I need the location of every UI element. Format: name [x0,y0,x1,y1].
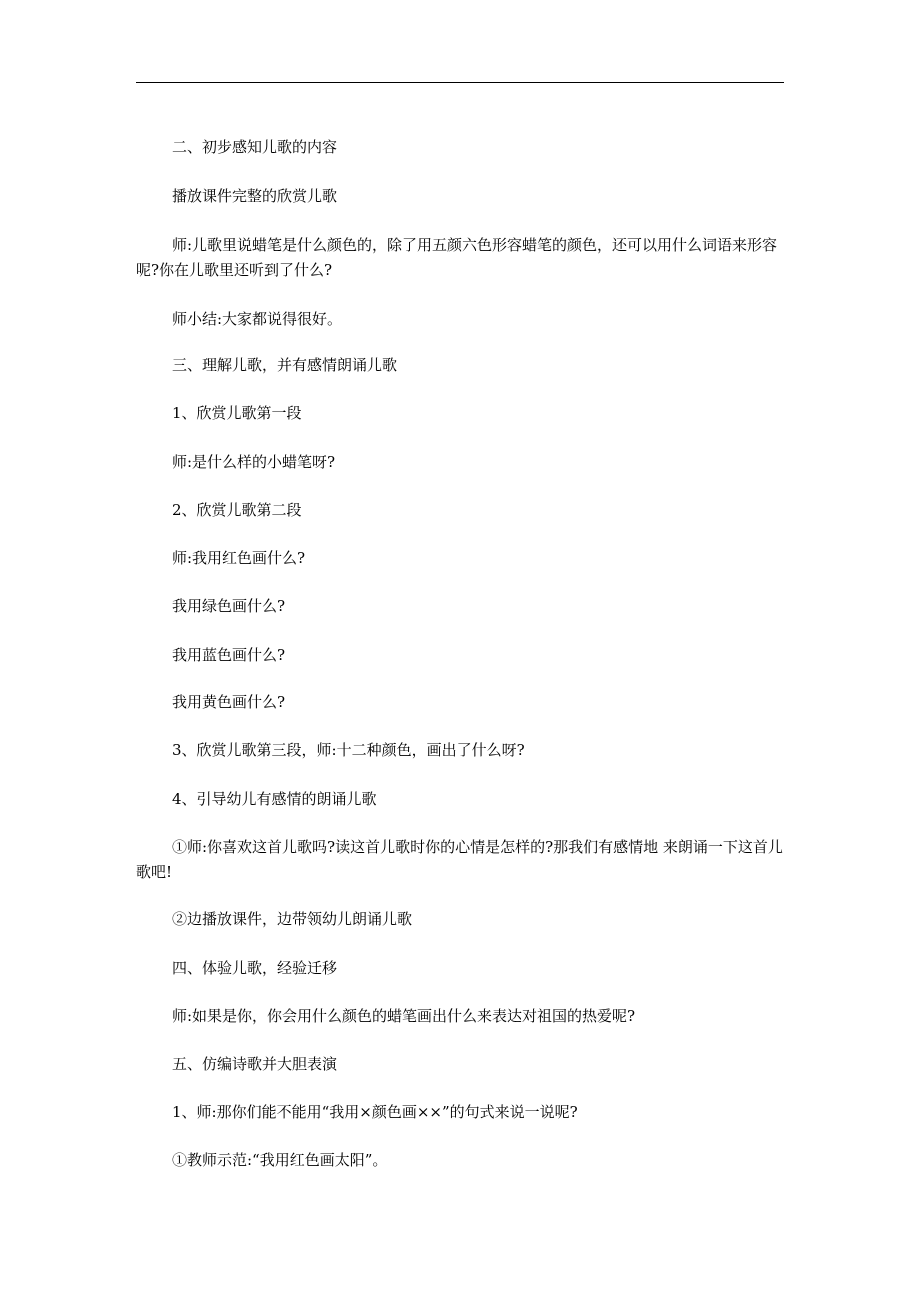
paragraph: 师:儿歌里说蜡笔是什么颜色的，除了用五颜六色形容蜡笔的颜色，还可以用什么词语来形容呢?你在儿歌里还听到了什么? [136,236,778,279]
paragraph: ①师:你喜欢这首儿歌吗?读这首儿歌时你的心情是怎样的?那我们有感情地 来朗诵一下这首儿歌吧! [136,838,783,881]
paragraph-text: 师:是什么样的小蜡笔呀? [172,453,336,471]
paragraph [136,690,786,715]
paragraph [136,1148,786,1173]
paragraph-text: 五、仿编诗歌并大胆表演 [172,1055,338,1073]
paragraph-text: 播放课件完整的欣赏儿歌 [172,187,338,205]
section-heading [136,1052,786,1077]
paragraph [136,1100,786,1125]
paragraph-text: 我用绿色画什么? [172,597,286,615]
paragraph-text: 二、初步感知儿歌的内容 [172,138,338,156]
paragraph [136,307,786,332]
header-rule [136,82,784,83]
paragraph [136,907,786,932]
paragraph-text: 师:我用红色画什么? [172,549,306,567]
paragraph [136,594,786,619]
paragraph-text: 我用蓝色画什么? [172,646,286,664]
paragraph [136,450,786,475]
paragraph-text: 3、欣赏儿歌第三段，师:十二种颜色，画出了什么呀? [172,741,525,759]
paragraph [136,184,786,209]
section-heading [136,956,786,981]
paragraph-text: 4、引导幼儿有感情的朗诵儿歌 [172,790,377,808]
paragraph [136,787,786,812]
paragraph-text: ①教师示范:“我用红色画太阳”。 [172,1151,388,1169]
paragraph-text: 师:如果是你，你会用什么颜色的蜡笔画出什么来表达对祖国的热爱呢? [172,1007,636,1025]
paragraph [136,1004,786,1029]
paragraph [136,498,786,523]
paragraph [136,401,786,426]
paragraph-text: 1、欣赏儿歌第一段 [172,404,302,422]
paragraph-text: 我用黄色画什么? [172,693,286,711]
paragraph-text: 1、师:那你们能不能用“我用×颜色画××”的句式来说一说呢? [172,1103,578,1121]
paragraph [136,546,786,571]
paragraph-text: 三、理解儿歌，并有感情朗诵儿歌 [172,356,398,374]
paragraph-text: 师小结:大家都说得很好。 [172,310,343,328]
paragraph [136,738,786,763]
paragraph-text: 2、欣赏儿歌第二段 [172,501,302,519]
section-heading [136,135,786,160]
paragraph-text: 四、体验儿歌，经验迁移 [172,959,338,977]
section-heading [136,353,786,378]
paragraph-text: ②边播放课件，边带领幼儿朗诵儿歌 [172,910,413,928]
paragraph [136,643,786,668]
